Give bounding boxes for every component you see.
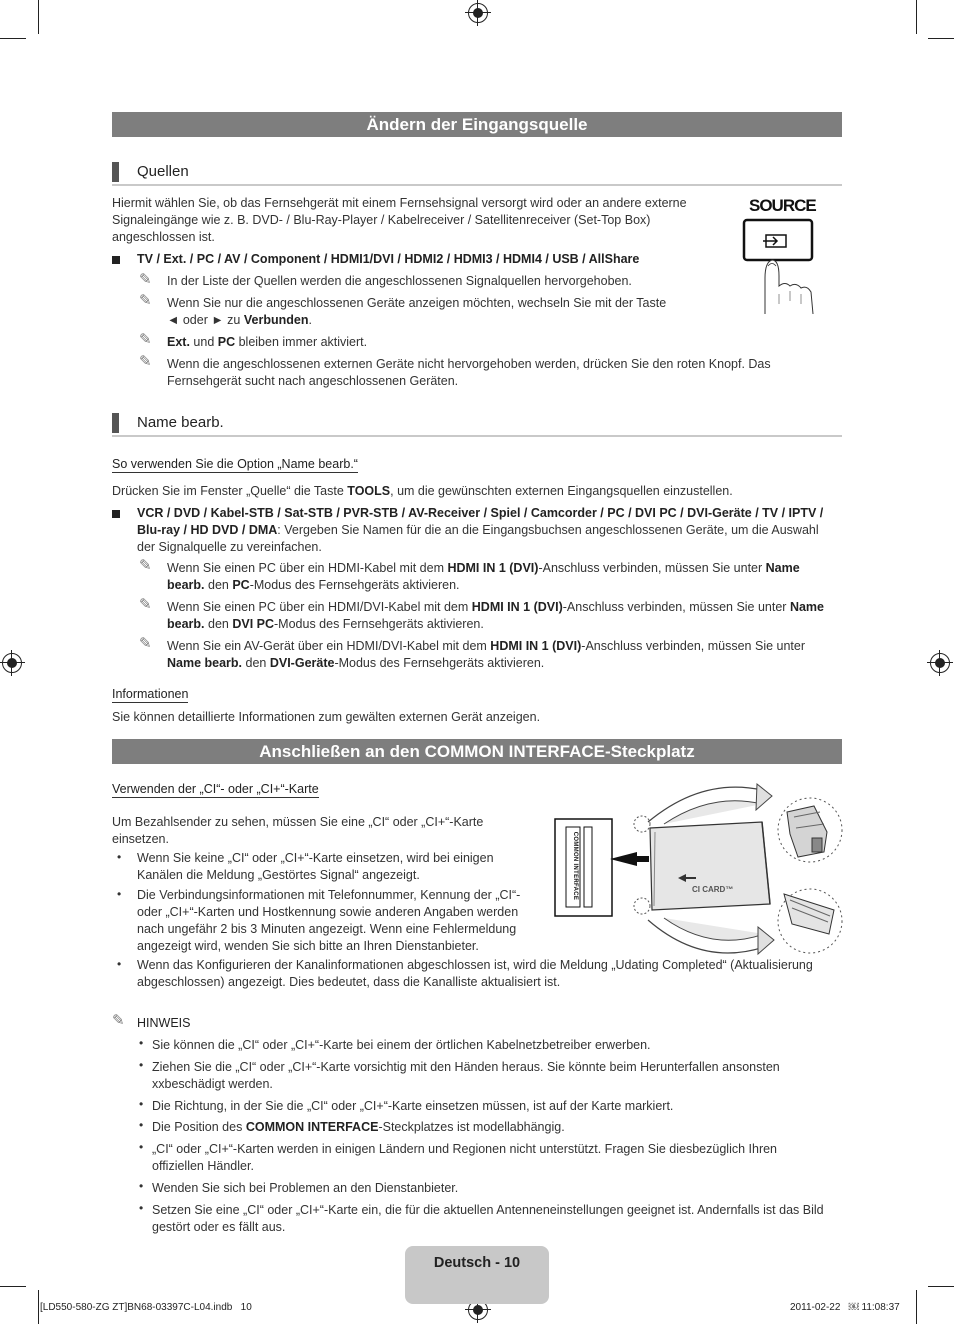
b: Name bearb. [167,656,243,670]
subheading-underlined: So verwenden Sie die Option „Name bearb.“ [112,457,358,471]
crop-mark [928,1286,954,1287]
note-text [167,295,727,329]
text-part: Drücken Sie im Fenster „Quelle“ die Taste [112,484,348,498]
slot-label: COMMON INTERFACE [572,831,578,901]
b: DVI PC [232,617,275,631]
bullet-dot: • [139,1140,144,1154]
registration-mark-icon [930,653,950,673]
paragraph: Um Bezahlsender zu sehen, müssen Sie eine „CI“ oder „CI+“-Karte einsetzen. [112,815,484,846]
b: Name bearb. [167,561,800,592]
note-icon: ✎ [139,292,152,309]
bullet-dot: • [117,957,122,971]
paragraph [112,483,733,500]
crop-mark [0,1286,26,1287]
t: -Modus des Fernsehgeräts aktivieren. [334,656,545,670]
note-text [167,638,837,672]
t: -Anschluss verbinden, müssen Sie unter [581,639,806,653]
b: DVI-Geräte [269,656,335,670]
hinweis-item [152,1119,565,1136]
note-text-part: ◄ oder ► zu [167,313,244,327]
crop-mark [38,1290,39,1324]
note-icon: ✎ [139,331,152,348]
note-icon: ✎ [139,353,152,370]
source-button-illustration [735,196,830,321]
heading-text: Name bearb. [137,414,224,431]
note-text [167,334,367,351]
t: Wenn Sie einen PC über ein HDMI-Kabel mit dem [167,561,448,575]
crop-mark [916,1290,917,1324]
bullet-dot: • [139,1097,144,1111]
b: HDMI IN 1 (DVI) [471,600,563,614]
note-text [167,560,832,594]
t: -Steckplatzes ist modellabhängig. [378,1120,565,1134]
hinweis-item: „CI“ oder „CI+“-Karten werden in einigen Ländern und Regionen nicht unterstützt. Fragen Sie diesbezüglich Ihren offiziellen Händler. [152,1142,778,1173]
b: HDMI IN 1 (DVI) [490,639,582,653]
card-label: CI CARD™ [692,885,734,894]
bullet-dot: • [117,850,122,864]
bullet-dot: • [139,1058,144,1072]
crop-mark [38,0,39,34]
bullet-square [112,256,120,264]
list-item: Wenn Sie keine „CI“ oder „CI+“-Karte einsetzen, wird bei einigen Kanälen die Meldung „Gestörtes Signal“ angezeigt. [137,851,494,882]
t: -Modus des Fernsehgeräts aktivieren. [274,617,484,631]
hinweis-label: HINWEIS [137,1016,191,1030]
t: Die Position des [152,1120,246,1134]
bullet-dot: • [139,1036,144,1050]
bullet-dot: • [139,1201,144,1215]
note-icon: ✎ [139,271,152,288]
note-text-part: Wenn Sie nur die angeschlossenen Geräte anzeigen möchten, wechseln Sie mit der Taste [167,296,667,310]
bullet-dot: • [139,1179,144,1193]
hinweis-item: Setzen Sie eine „CI“ oder „CI+“-Karte ein, die für die aktuellen Antenneneinstellungen geeignet ist. Andernfalls ist das Bild gestört oder es fällt aus. [152,1203,824,1234]
crop-mark [916,0,917,34]
t: Wenn Sie einen PC über ein HDMI/DVI-Kabel mit dem [167,600,472,614]
page-number: Deutsch - 10 [433,1255,521,1271]
subsection-heading [112,160,842,186]
b: COMMON INTERFACE [245,1120,379,1134]
list-item: Die Verbindungsinformationen mit Telefonnummer, Kennung der „CI“- oder „CI+“-Karten und Hostkennung sowie anderen Angaben werden nach ungefähr 2 bis 3 Minuten angezeigt. Wenn eine Fehlermeldung angezeigt wird, wenden Sie sich bitte an Ihren Dienstanbieter. [137,888,521,953]
hinweis-item: Wenden Sie sich bei Problemen an den Dienstanbieter. [152,1181,459,1195]
heading-marker [112,413,119,433]
note-text-bold: Ext. [167,335,190,349]
t: -Anschluss verbinden, müssen Sie unter [538,561,766,575]
list-item: Wenn das Konfigurieren der Kanalinformationen abgeschlossen ist, wird die Meldung „Udating Completed“ (Aktualisierung abgeschlossen) angezeigt. Dies bedeutet, dass die Kanalliste aktualisiert ist. [137,958,813,989]
subsection-heading [112,411,842,437]
device-list [137,505,839,556]
source-list: TV / Ext. / PC / AV / Component / HDMI1/DVI / HDMI2 / HDMI3 / HDMI4 / USB / AllShare [137,252,640,266]
section-title: Anschließen an den COMMON INTERFACE-Steckplatz [112,739,842,764]
note-icon: ✎ [139,635,152,652]
device-list-bold: VCR / DVD / Kabel-STB / Sat-STB / PVR-STB / AV-Receiver / Spiel / Camcorder / PC / DVI PC / DVI-Geräte / TV / IPTV / Blu-ray / HD DVD / DMA [137,506,824,537]
t: den [204,617,233,631]
source-label: SOURCE [749,196,816,215]
t: den [204,578,233,592]
file-info: [LD550-580-ZG ZT]BN68-03397C-L04.indb 10 [40,1302,252,1313]
registration-mark-icon [468,3,488,23]
crop-mark [0,38,26,39]
b: HDMI IN 1 (DVI) [447,561,539,575]
note-text [167,599,832,633]
note-icon: ✎ [112,1012,125,1029]
source-button-icon [735,196,830,321]
note-icon: ✎ [139,596,152,613]
crop-mark [928,38,954,39]
note-text: In der Liste der Quellen werden die angeschlossenen Signalquellen hervorgehoben. [167,274,632,288]
b: Name bearb. [167,600,824,631]
note-text: Wenn die angeschlossenen externen Geräte nicht hervorgehoben werden, drücken Sie den roten Knopf. Das Fernsehgerät sucht nach angeschlossenen Geräten. [167,357,771,388]
heading-marker [112,162,119,182]
paragraph: Hiermit wählen Sie, ob das Fernsehgerät mit einem Fernsehsignal versorgt wird oder an andere externe Signaleingänge wie z. B. DVD- / Blu-Ray-Player / Kabelreceiver / Satellitenreceiver (Set-Top Box) angeschlossen ist. [112,196,687,244]
t: -Modus des Fernsehgeräts aktivieren. [249,578,460,592]
hinweis-item: Ziehen Sie die „CI“ oder „CI+“-Karte vorsichtig mit den Händen heraus. Sie könnte beim Herunterfallen ansonsten xxbeschädigt werden. [152,1060,780,1091]
t: -Anschluss verbinden, müssen Sie unter [562,600,790,614]
page-number-tab [405,1246,549,1304]
note-text-part: und [189,335,218,349]
t: Wenn Sie ein AV-Gerät über ein HDMI/DVI-Kabel mit dem [167,639,491,653]
subheading-underlined: Informationen [112,687,189,701]
text-part: , um die gewünschten externen Eingangsquellen einzustellen. [390,484,733,498]
note-text-bold: PC [217,335,236,349]
t: den [242,656,270,670]
section-title: Ändern der Eingangsquelle [112,112,842,137]
registration-mark-icon [2,653,22,673]
bullet-dot: • [139,1118,144,1132]
hinweis-item: Sie können die „CI“ oder „CI+“-Karte bei einem der örtlichen Kabelnetzbetreiber erwerben. [152,1038,651,1052]
note-text-part: . [308,313,312,327]
note-text-bold: Verbunden [243,313,309,327]
note-text-part: bleiben immer aktiviert. [235,335,368,349]
hinweis-item: Die Richtung, in der Sie die „CI“ oder „CI+“-Karte einsetzen müssen, ist auf der Karte markiert. [152,1099,674,1113]
text-bold: TOOLS [347,484,391,498]
bullet-square [112,510,120,518]
note-icon: ✎ [139,557,152,574]
b: PC [232,578,250,592]
device-list-text: : Vergeben Sie Namen für die an die Eingangsbuchsen angeschlossenen Geräte, um die Auswahl der Signalquelle zu vereinfachen. [137,523,819,554]
print-date: 2011-02-22 ￼ 11:08:37 [790,1302,900,1313]
heading-text: Quellen [137,163,189,180]
bullet-dot: • [117,887,122,901]
subheading-underlined: Verwenden der „CI“- oder „CI+“-Karte [112,782,319,796]
ci-card-diagram [552,782,844,960]
paragraph: Sie können detaillierte Informationen zum gewälten externen Gerät anzeigen. [112,710,541,724]
ci-card-illustration [552,782,844,960]
